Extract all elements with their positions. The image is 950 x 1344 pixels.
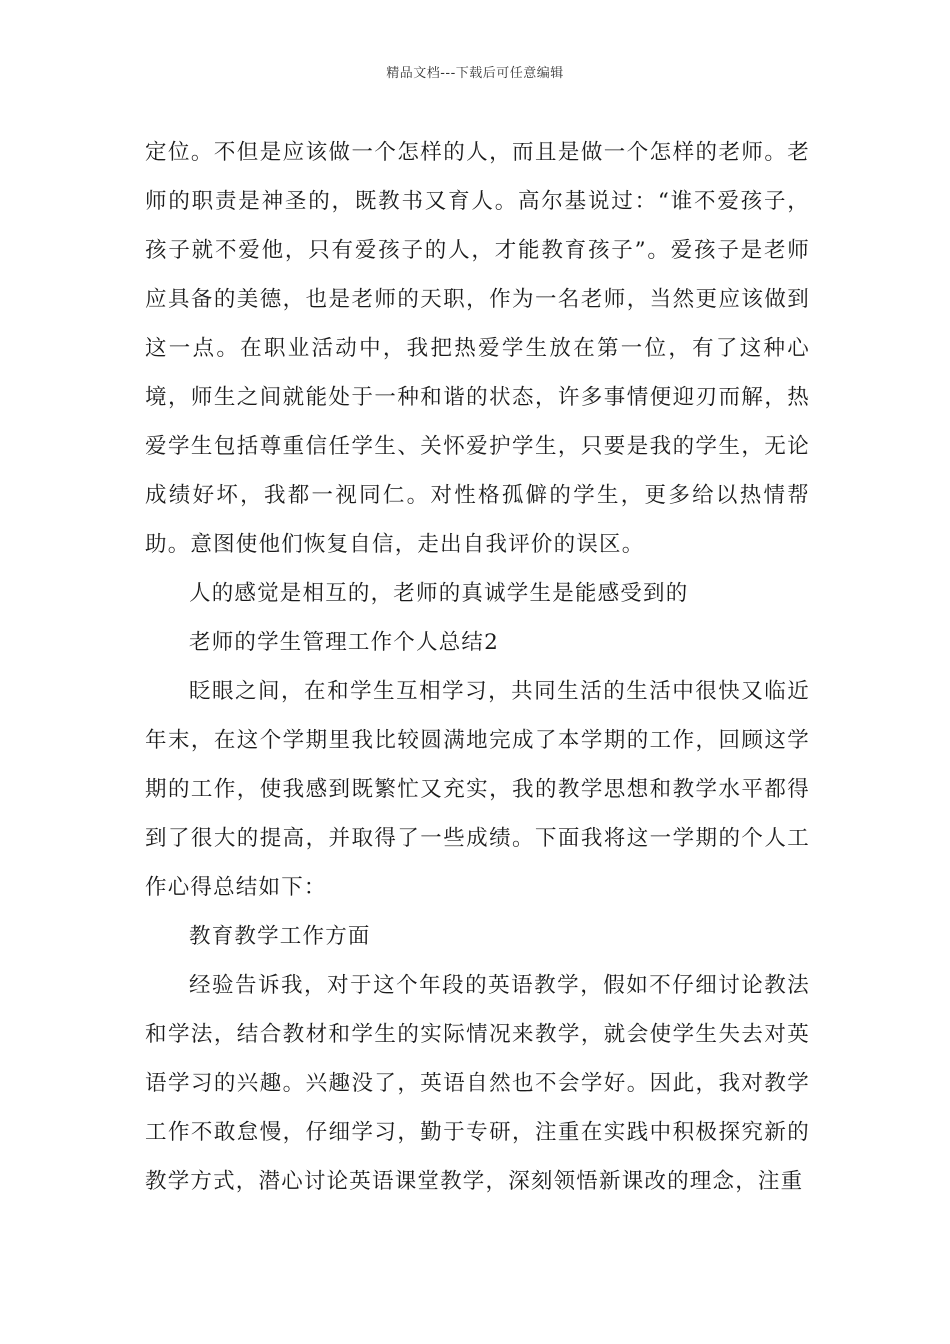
section-heading-teaching-work: 教育教学工作方面 [189, 924, 371, 949]
section-title-summary-2: 老师的学生管理工作个人总结2 [189, 630, 499, 655]
paragraph-4: 经验告诉我，对于这个年段的英语教学，假如不仔细讨论教法和学法，结合教材和学生的实际情况来教学，就会使学生失去对英语学习的兴趣。兴趣没了，英语自然也不会学好。因此，我对教学工作不敢怠慢，仔细学习，勤于专研，注重在实践中积极探究新的教学方式，潜心讨论英语课堂教学，深刻领悟新课改的理念，注重 [145, 973, 810, 1194]
page-header: 精品文档---下载后可任意编辑 [386, 66, 564, 81]
paragraph-3: 眨眼之间，在和学生互相学习，共同生活的生活中很快又临近年末，在这个学期里我比较圆满地完成了本学期的工作，回顾这学期的工作，使我感到既繁忙又充实，我的教学思想和教学水平都得到了很大的提高，并取得了一些成绩。下面我将这一学期的个人工作心得总结如下： [145, 679, 810, 900]
paragraph-1: 定位。不但是应该做一个怎样的人，而且是做一个怎样的老师。老师的职责是神圣的，既教书又育人。高尔基说过：“谁不爱孩子，孩子就不爱他，只有爱孩子的人，才能教育孩子”。爱孩子是老师应具备的美德，也是老师的天职，作为一名老师，当然更应该做到这一点。在职业活动中，我把热爱学生放在第一位，有了这种心境，师生之间就能处于一种和谐的状态，许多事情便迎刃而解，热爱学生包括尊重信任学生、关怀爱护学生，只要是我的学生，无论成绩好坏，我都一视同仁。对性格孤僻的学生，更多给以热情帮助。意图使他们恢复自信，走出自我评价的误区。 [145, 140, 810, 557]
document-body [145, 128, 810, 1206]
paragraph-2: 人的感觉是相互的，老师的真诚学生是能感受到的 [189, 581, 689, 606]
